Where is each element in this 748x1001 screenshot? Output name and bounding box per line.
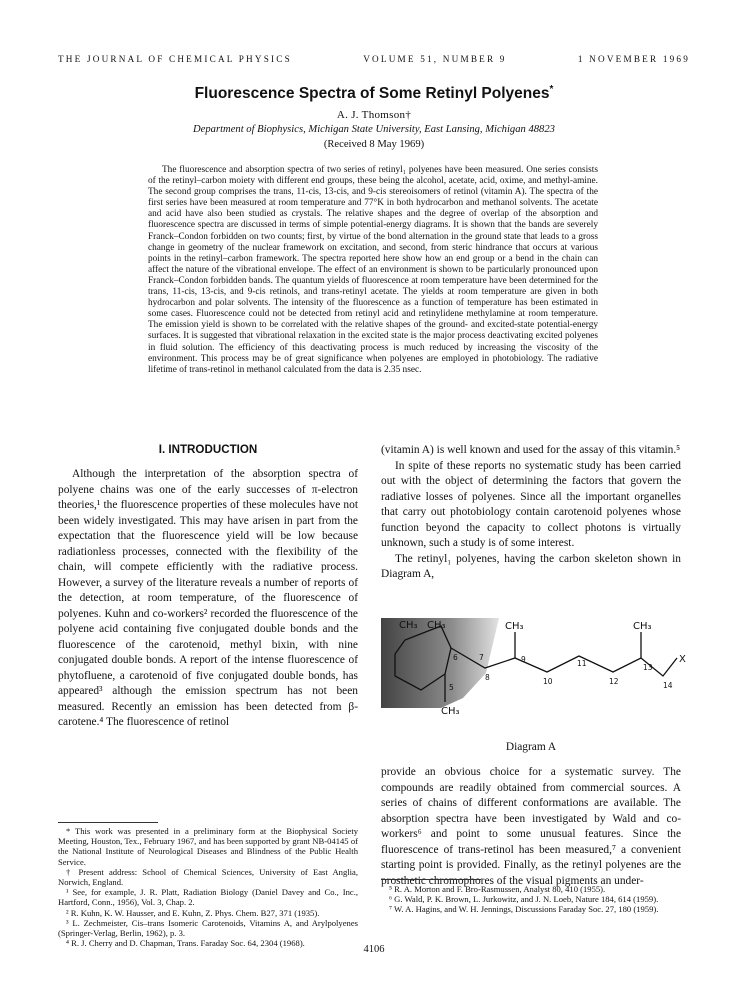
label-ch3-9: CH₃ [505,621,524,632]
label-x: X [679,654,686,665]
label-ch3-b: CH₃ [427,620,446,631]
label-c6: 6 [453,653,458,662]
footnote: ⁵ R. A. Morton and F. Bro-Rasmussen, Analyst 80, 410 (1955). [389,884,606,894]
page-number: 4106 [363,944,385,955]
footnote: ² R. Kuhn, K. W. Hausser, and E. Kuhn, Z. Phys. Chem. B27, 371 (1935). [66,907,320,918]
right-column-lower [381,765,681,889]
title-footnote-mark: * [549,84,554,95]
intro-paragraph-1-cont: (vitamin A) is well known and used for the assay of this vitamin.⁵ [381,444,681,456]
running-head [58,54,690,64]
label-c10: 10 [543,677,553,686]
label-ch3-13: CH₃ [633,621,652,632]
intro-paragraph-2: In spite of these reports no systematic study has been carried out with the object of determining the factors that govern the radiative losses of polyenes. Since all the important organelles that carry out photobiology contain carotenoid polyenes whose function beyond the capacity to collect photons is virtually unknown, such a study is of some interest. [381,459,681,549]
diagram-caption: Diagram A [505,741,557,753]
footnote: ³ L. Zechmeister, Cis–trans Isomeric Carotenoids, Vitamins A, and Arylpolyenes (Springer-Verlag, Berlin, 1962), p. 3. [58,917,358,939]
received-date: (Received 8 May 1969) [323,139,425,150]
affiliation: Department of Biophysics, Michigan State University, East Lansing, Michigan 48823 [193,124,555,135]
footnote: * This work was presented in a preliminary form at the Biophysical Society Meeting, Houston, Tex., February 1967, and has been supported by grant NB-04145 of the National Institute of Neurological Diseases and Blindness of the Public Health Service. [58,826,358,867]
footnote: ⁴ R. J. Cherry and D. Chapman, Trans. Faraday Soc. 64, 2304 (1968). [66,938,305,949]
label-ch3-5: CH₃ [441,706,460,717]
label-ch3-a: CH₃ [399,620,418,631]
journal-name: THE JOURNAL OF CHEMICAL PHYSICS [58,54,292,64]
issue-date: 1 NOVEMBER 1969 [577,54,690,64]
label-c9: 9 [521,655,526,664]
label-c11: 11 [577,659,587,668]
left-column [58,443,358,731]
footnotes-left [58,826,358,948]
label-c12: 12 [609,677,619,686]
volume-number: VOLUME 51, NUMBER 9 [363,54,507,64]
abstract-text: The fluorescence and absorption spectra of two series of retinyl₁ polyenes have been measured. One series consists of the retinyl–carbon moiety with different end groups, these being the alcohol, acetate, acid, oxime, and methyl-amine. The second group comprises the trans, 11-cis, 13-cis, and 9-cis stereoisomers of retinol (vitamin A). The spectra of the first series have been measured at room temperature and 77°K in both hydrocarbon and methanol solvents. The acetate and acid have also been studied as crystals. The relative shapes and the degree of overlap of the absorption and fluorescence spectra are discussed in terms of simple potential-energy diagrams. It is shown that the bands are severely Franck–Condon forbidden on two counts; first, by virtue of the bond alternation in the ground state that leads to a gross change in geometry of the nuclear framework on excitation, and second, from steric hindrance that occurs at various points in the retinyl–carbon framework. The spectra reported here show how an end group or a bend in the chain can affect the nature of the vibrational envelope. The effect of an environment is shown to be particularly pronounced upon Franck–Condon forbidden bands. The quantum yields of fluorescence at room temperature have been determined for the trans, 11-cis, 13-cis, and 9-cis retinols, and trans-retinyl acetate. The yields at room temperature are given in both hydrocarbon and polar solvents. The intensity of the fluorescence as a function of temperature has been estimated in some cases. Fluorescence could not be detected from retinyl acid and retinylidene methylamine at room temperature. The emission yield is shown to be correlated with the relative shapes of the ground- and excited-state potential-energy surfaces. It is suggested that vibrational relaxation in the excited state is the major process deactivating excited polyenes in fluid solution. The efficiency of this deactivating process is much reduced by increasing the viscosity of the environment. This process may be of great significance when polyenes are employed in photobiology. The radiative lifetime of trans-retinol in methanol calculated from the data is 2.35 nsec. [148,165,598,375]
footnote: † Present address: School of Chemical Sciences, University of East Anglia, Norwich, England. [58,866,358,888]
intro-paragraph-3-cont: provide an obvious choice for a systematic survey. The compounds are readily obtained from commercial sources. A series of chains of different conformations are available. The absorption spectra have been investigated by Wald and co-workers⁶ and point to some unusual features. Since the fluorescence of trans-retinol has been measured,⁷ a convenient starting point is provided. Finally, as the retinyl polyenes are the prosthetic chromophores of the visual pigments an under- [381,766,681,887]
section-heading: I. INTRODUCTION [158,443,258,456]
footnote: ⁷ W. A. Hagins, and W. H. Jennings, Discussions Faraday Soc. 27, 180 (1959). [389,904,659,915]
label-c13: 13 [643,663,653,672]
footnote-rule-left [58,822,158,823]
intro-paragraph-1: Although the interpretation of the absorption spectra of polyene chains was one of the early successes of π-electron theories,¹ the fluorescence properties of these molecules have not been widely investigated. This may have arisen in part from the expectation that the fluorescence yield will be low because radiationless processes, connected with the flexibility of the chain, will compete efficiently with the radiative process. However, a survey of the literature reveals a number of reports of the detection, at room temperature, of the fluorescence of polyenes. Kuhn and co-workers² recorded the fluorescence of the polyene acid containing five conjugated double bonds and the fluorescence of the carotenoid, methyl bixin, with nine conjugated double bonds. A report of the intense fluorescence of phytofluene, a carotenoid of five conjugated double bonds, has appeared³ although the emission spectrum has not been measured. Recently an emission has been detected from β-carotene.⁴ The fluorescence of retinol [58,468,358,728]
article-title [0,84,748,103]
ring-shading [381,618,499,708]
footnote-rule-right [381,879,481,880]
article-title-text: Fluorescence Spectra of Some Retinyl Polyenes [194,85,550,103]
abstract [148,165,598,376]
author: A. J. Thomson† [336,109,412,121]
label-c5: 5 [449,683,454,692]
label-c7: 7 [479,653,484,662]
label-c8: 8 [485,673,490,682]
diagram-a-structure [381,618,691,738]
footnote: ¹ See, for example, J. R. Platt, Radiation Biology (Daniel Davey and Co., Inc., Hartford, Conn., 1956), Vol. 3, Chap. 2. [58,887,358,908]
label-c14: 14 [663,681,673,690]
footnote: ⁶ G. Wald, P. K. Brown, L. Jurkowitz, and J. N. Loeb, Nature 184, 614 (1959). [389,894,659,905]
footnotes-right [381,884,681,915]
intro-paragraph-3: The retinyl₁ polyenes, having the carbon skeleton shown in Diagram A, [381,552,681,580]
right-column [381,443,681,583]
